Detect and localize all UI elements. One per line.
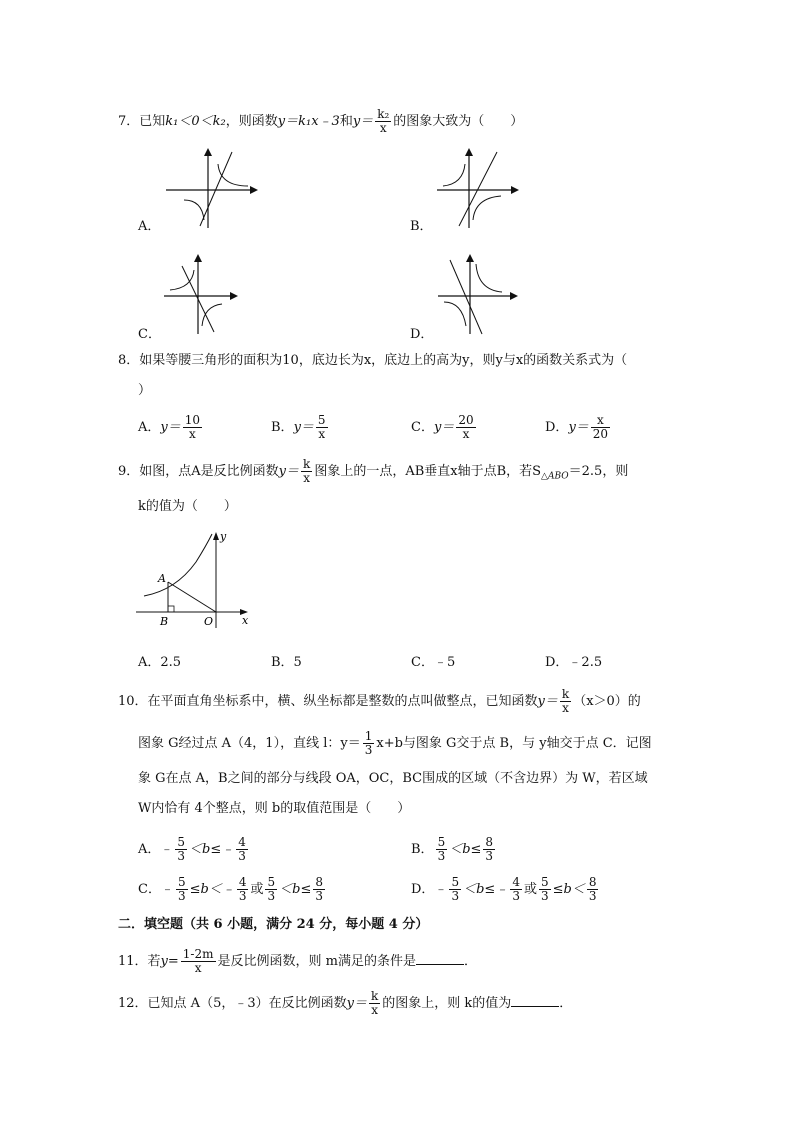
q7-option-b: B． bbox=[410, 219, 433, 234]
frac-num: k bbox=[303, 457, 311, 471]
q9-stem-line2: k的值为（ ） bbox=[138, 499, 237, 514]
q9-label-x: x bbox=[242, 614, 249, 627]
q7-fraction bbox=[375, 108, 391, 135]
frac-den: 3 bbox=[437, 849, 446, 863]
q9-label-b: B bbox=[160, 615, 169, 628]
q8-option-c-frac bbox=[456, 414, 475, 441]
q9-label-a: A bbox=[158, 572, 166, 585]
text: ﹣ bbox=[160, 842, 174, 857]
q10-option-d-label: D． bbox=[411, 882, 435, 897]
text: ＜b≤﹣ bbox=[189, 842, 235, 857]
frac bbox=[587, 876, 599, 903]
q8-option-c bbox=[411, 414, 478, 441]
q7-post: 的图象大致为（ ） bbox=[393, 114, 524, 129]
frac-num: 5 bbox=[177, 835, 186, 849]
q10-line2-frac bbox=[363, 730, 375, 757]
q8-option-d-label: D． bbox=[545, 420, 569, 435]
q11-answer-blank[interactable] bbox=[416, 952, 464, 965]
q8-option-b-lhs: y＝ bbox=[293, 420, 314, 435]
text: ≤b＜﹣ bbox=[189, 882, 235, 897]
q7-function-1: y＝k₁x﹣3 bbox=[277, 114, 340, 129]
frac-den: x bbox=[462, 427, 470, 441]
text: ﹣ bbox=[434, 882, 448, 897]
frac-den: 3 bbox=[238, 889, 247, 903]
q10-stem-line4: W内恰有 4个整点，则 b的取值范围是（ ） bbox=[138, 801, 411, 816]
text: 或 bbox=[523, 882, 537, 897]
q9-option-b: B．5 bbox=[271, 655, 302, 670]
q12-stem bbox=[118, 990, 572, 1017]
frac-num: 5 bbox=[177, 875, 186, 889]
frac bbox=[237, 876, 249, 903]
q8-option-b-frac bbox=[316, 414, 328, 441]
frac-num: x bbox=[591, 414, 610, 428]
q9-label-y: y bbox=[220, 530, 227, 543]
q10-option-d bbox=[411, 876, 600, 903]
frac-den: 3 bbox=[485, 849, 494, 863]
frac bbox=[175, 836, 187, 863]
q10-line2-b: x+b与图象 G交于点 B，与 y轴交于点 C．记图 bbox=[376, 736, 652, 751]
frac bbox=[236, 836, 248, 863]
q9-pre: 9．如图，点A是反比例函数 bbox=[118, 464, 279, 479]
q7-graph-c bbox=[162, 254, 247, 334]
frac bbox=[313, 876, 325, 903]
frac-den: x bbox=[303, 471, 311, 485]
q8-stem-line2: ） bbox=[138, 383, 152, 398]
frac-den: 3 bbox=[177, 849, 186, 863]
q7-mid: ，则函数 bbox=[225, 114, 278, 129]
q9-option-d: D．﹣2.5 bbox=[545, 655, 603, 670]
q7-option-a: A． bbox=[138, 219, 161, 234]
q7-function-2-lhs: y＝ bbox=[352, 114, 374, 129]
frac bbox=[510, 876, 522, 903]
q8-option-b-label: B． bbox=[271, 420, 294, 435]
frac-den: 3 bbox=[177, 889, 186, 903]
frac-num: 8 bbox=[588, 875, 597, 889]
frac-num: k bbox=[370, 989, 379, 1003]
frac-num: 5 bbox=[267, 875, 276, 889]
q11-lhs: y= bbox=[160, 954, 179, 969]
frac-den: 3 bbox=[540, 889, 549, 903]
frac-den: 3 bbox=[267, 889, 276, 903]
frac-den: 3 bbox=[451, 889, 460, 903]
q9-option-c: C．﹣5 bbox=[411, 655, 456, 670]
q10-condition: （x＞0）的 bbox=[573, 694, 641, 709]
frac bbox=[436, 836, 448, 863]
frac-num: 20 bbox=[458, 413, 474, 427]
frac bbox=[483, 836, 495, 863]
q11-post: 是反比例函数，则 m满足的条件是 bbox=[217, 954, 416, 969]
frac-num: 5 bbox=[451, 875, 460, 889]
frac-num: 4 bbox=[512, 875, 520, 889]
q7-option-c: C． bbox=[138, 327, 161, 342]
q8-option-a-label: A． bbox=[138, 420, 161, 435]
q8-option-b bbox=[271, 414, 330, 441]
q8-option-d-frac bbox=[591, 414, 610, 441]
q10-stem-line1 bbox=[118, 688, 641, 715]
q9-option-a: A．2.5 bbox=[138, 655, 182, 670]
text: ＜b≤ bbox=[279, 882, 312, 897]
text: ＜b≤ bbox=[449, 842, 482, 857]
q8-option-c-lhs: y＝ bbox=[433, 420, 455, 435]
frac-num: 10 bbox=[184, 413, 201, 427]
q8-option-d-lhs: y＝ bbox=[568, 420, 589, 435]
frac bbox=[265, 876, 277, 903]
q7-graph-b bbox=[435, 148, 525, 228]
q9-post: 图象上的一点，AB垂直x轴于点B，若S bbox=[314, 464, 542, 479]
frac-num: 5 bbox=[540, 875, 549, 889]
frac-num: 5 bbox=[317, 413, 326, 427]
q12-answer-blank[interactable] bbox=[511, 994, 559, 1007]
q12-lhs: y＝ bbox=[346, 996, 367, 1011]
section-2-heading: 二．填空题（共 6 小题，满分 24 分，每小题 4 分） bbox=[118, 917, 429, 932]
frac-num: 4 bbox=[238, 835, 246, 849]
frac bbox=[539, 876, 551, 903]
q7-graph-a bbox=[162, 148, 262, 228]
q10-option-a bbox=[138, 836, 250, 863]
q10-frac bbox=[560, 688, 571, 715]
frac-num: 5 bbox=[437, 835, 446, 849]
q10-stem-line2 bbox=[138, 730, 652, 757]
frac-den: 3 bbox=[364, 743, 373, 757]
frac-num: 1 bbox=[364, 729, 373, 743]
frac-den: 3 bbox=[512, 889, 520, 903]
q12-pre: 12．已知点 A（5，﹣3）在反比例函数 bbox=[118, 996, 347, 1011]
q7-pre: 已知 bbox=[139, 114, 166, 129]
text: ≤b＜ bbox=[552, 882, 585, 897]
q7-and: 和 bbox=[339, 114, 353, 129]
q11-end: ． bbox=[463, 954, 477, 969]
frac-num: 8 bbox=[315, 875, 323, 889]
frac-num: k bbox=[561, 687, 570, 701]
q8-option-a-frac bbox=[183, 414, 202, 441]
frac bbox=[176, 876, 188, 903]
q11-stem bbox=[118, 948, 477, 975]
q11-frac bbox=[181, 948, 216, 975]
frac-num: 8 bbox=[485, 835, 494, 849]
q10-option-a-label: A． bbox=[138, 842, 161, 857]
frac-num: 4 bbox=[238, 875, 247, 889]
q10-option-c bbox=[138, 876, 327, 903]
q9-post2: ＝2.5，则 bbox=[568, 464, 629, 479]
q10-pre: 10．在平面直角坐标系中，横、纵坐标都是整数的点叫做整点，已知函数 bbox=[118, 694, 538, 709]
q7-frac-num: k₂ bbox=[377, 107, 390, 121]
q10-line2-a: 图象 G经过点 A（4，1），直线 l：y＝ bbox=[138, 736, 361, 751]
frac-den: 20 bbox=[592, 427, 609, 441]
frac-num: 1-2m bbox=[182, 947, 214, 961]
q7-graph-d bbox=[436, 254, 526, 334]
frac-den: 3 bbox=[588, 889, 597, 903]
q7-frac-den: x bbox=[379, 121, 387, 135]
q7-option-d: D． bbox=[410, 327, 434, 342]
frac bbox=[449, 876, 461, 903]
frac-den: 3 bbox=[238, 849, 246, 863]
text: 或 bbox=[250, 882, 264, 897]
q9-figure bbox=[136, 528, 256, 630]
frac-den: x bbox=[562, 701, 569, 715]
q10-option-b-label: B． bbox=[411, 842, 434, 857]
q12-end: ． bbox=[559, 996, 573, 1011]
q9-frac bbox=[301, 458, 312, 485]
q8-option-a bbox=[138, 414, 204, 441]
q9-sub: △ABO bbox=[541, 471, 569, 482]
q10-stem-line3: 象 G在点 A，B之间的部分与线段 OA，OC，BC围成的区域（不含边界）为 W，若区域 bbox=[138, 771, 648, 786]
frac-den: 3 bbox=[315, 889, 323, 903]
text: ﹣ bbox=[160, 882, 174, 897]
frac-den: x bbox=[318, 427, 326, 441]
q9-stem-line1 bbox=[118, 458, 628, 486]
q11-pre: 11．若 bbox=[118, 954, 161, 969]
q12-post: 的图象上，则 k的值为 bbox=[382, 996, 512, 1011]
q9-label-o: O bbox=[204, 615, 214, 628]
q8-stem-line1: 8．如果等腰三角形的面积为10，底边长为x，底边上的高为y，则y与x的函数关系式为（ bbox=[118, 353, 628, 368]
q7-condition: k₁＜0＜k₂ bbox=[165, 114, 226, 129]
q7-number: 7． bbox=[118, 114, 140, 129]
q10-option-b bbox=[411, 836, 497, 863]
q12-frac bbox=[369, 990, 380, 1017]
frac-den: x bbox=[189, 427, 196, 441]
q10-option-c-label: C． bbox=[138, 882, 161, 897]
q7-stem bbox=[118, 108, 523, 135]
frac-den: x bbox=[194, 961, 202, 975]
q9-lhs: y＝ bbox=[278, 464, 300, 479]
frac-den: x bbox=[371, 1003, 378, 1017]
q8-option-a-lhs: y＝ bbox=[160, 420, 181, 435]
q8-option-d bbox=[545, 414, 612, 441]
q10-lhs: y＝ bbox=[537, 694, 558, 709]
text: ＜b≤﹣ bbox=[463, 882, 509, 897]
q8-option-c-label: C． bbox=[411, 420, 434, 435]
